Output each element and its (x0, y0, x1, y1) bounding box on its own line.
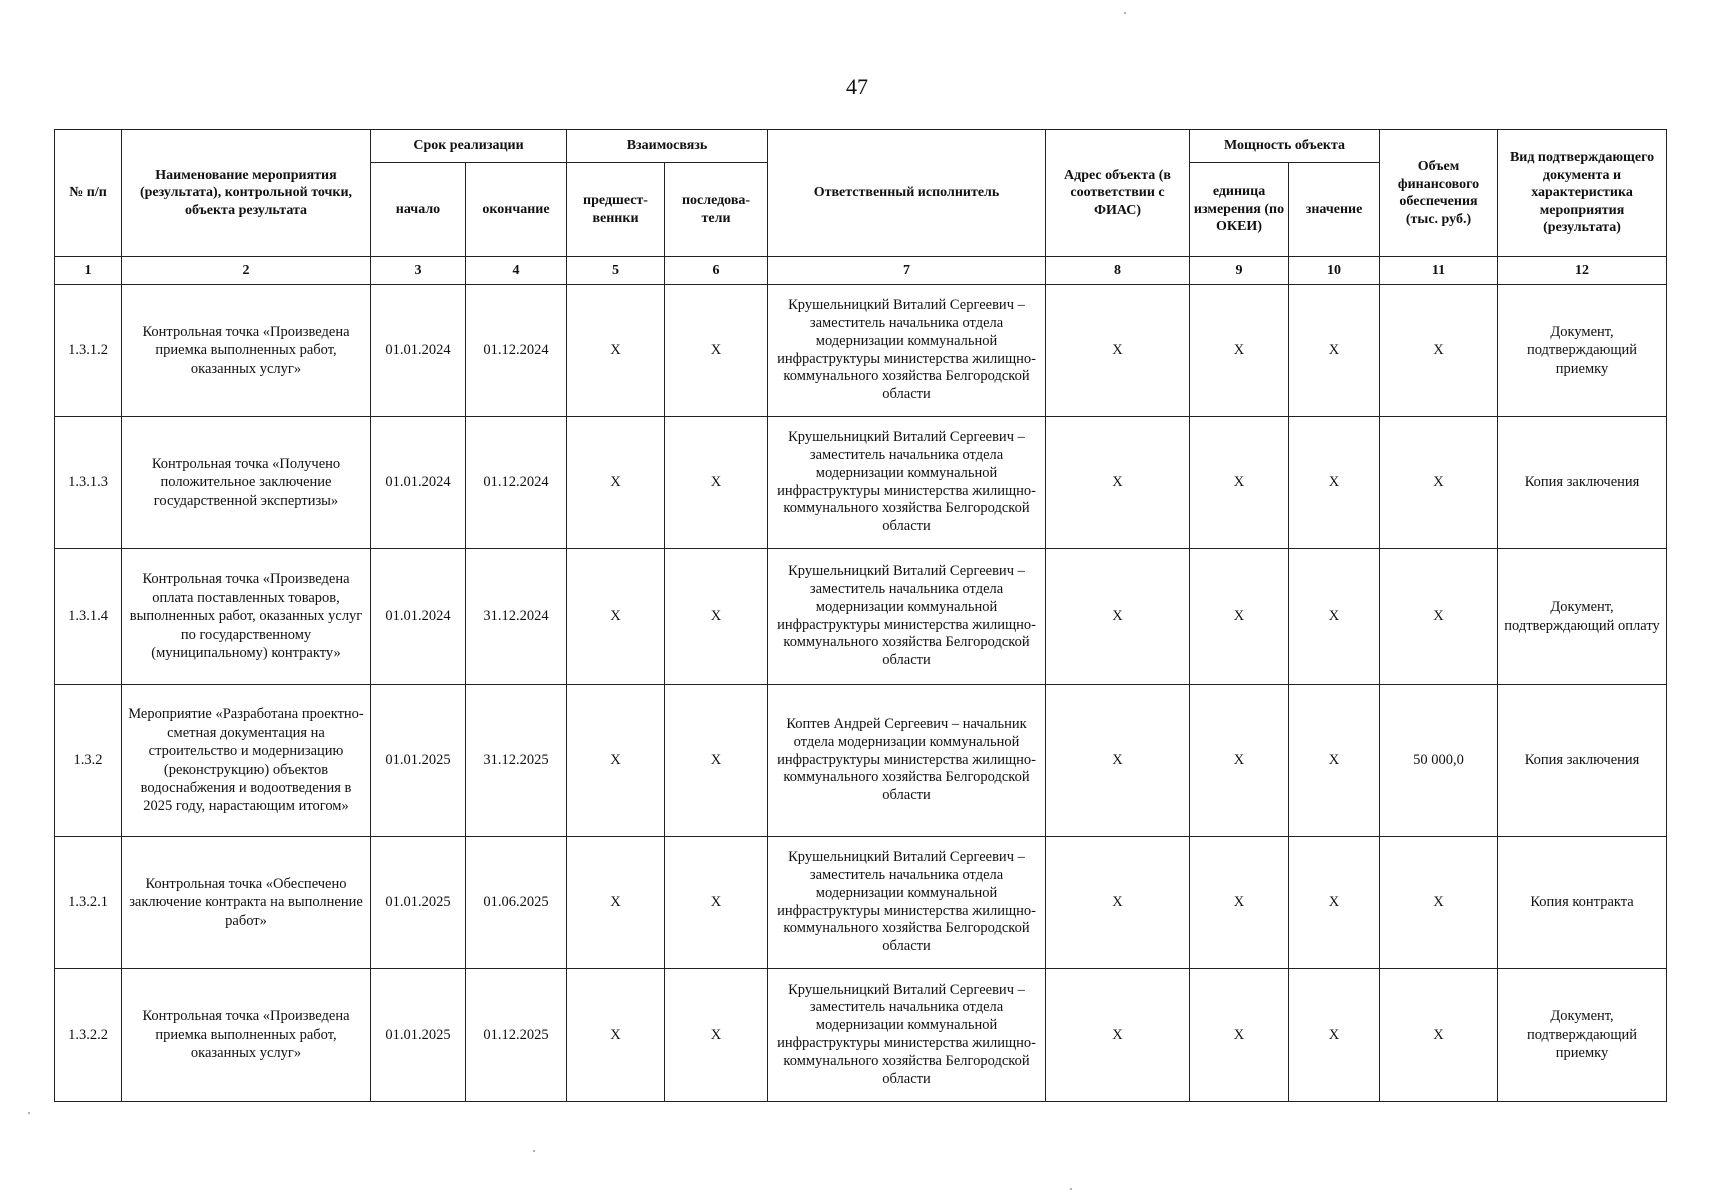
table-row (55, 417, 1667, 549)
row-address: X (1046, 969, 1190, 1102)
row-unit: X (1190, 837, 1289, 969)
table-body (55, 285, 1667, 1102)
row-doc: Документ, подтверждающий приемку (1498, 969, 1667, 1102)
row-next: X (665, 969, 768, 1102)
column-number: 4 (466, 257, 567, 285)
row-start: 01.01.2024 (371, 285, 466, 417)
column-number: 11 (1380, 257, 1498, 285)
row-num: 1.3.2.1 (55, 837, 122, 969)
row-end: 01.12.2024 (466, 285, 567, 417)
row-value: X (1289, 285, 1380, 417)
row-start: 01.01.2024 (371, 549, 466, 685)
row-name: Контрольная точка «Произведена оплата поставленных товаров, выполненных работ, оказанных услуг по государственному (муниципальному) контракту» (122, 549, 371, 685)
row-doc: Документ, подтверждающий оплату (1498, 549, 1667, 685)
header-link-next: последова-тели (665, 163, 768, 257)
row-executor: Крушельницкий Виталий Сергеевич – заместитель начальника отдела модернизации коммунальной инфраструктуры министерства жилищно-коммунального хозяйства Белгородской области (768, 417, 1046, 549)
table-row (55, 837, 1667, 969)
row-unit: X (1190, 285, 1289, 417)
row-unit: X (1190, 969, 1289, 1102)
row-funding: 50 000,0 (1380, 685, 1498, 837)
row-executor: Крушельницкий Виталий Сергеевич – заместитель начальника отдела модернизации коммунальной инфраструктуры министерства жилищно-коммунального хозяйства Белгородской области (768, 969, 1046, 1102)
column-number: 5 (567, 257, 665, 285)
row-address: X (1046, 417, 1190, 549)
header-term: Срок реализации (371, 130, 567, 163)
row-next: X (665, 285, 768, 417)
row-funding: X (1380, 285, 1498, 417)
column-number: 3 (371, 257, 466, 285)
column-number: 9 (1190, 257, 1289, 285)
row-address: X (1046, 549, 1190, 685)
row-start: 01.01.2024 (371, 417, 466, 549)
row-doc: Документ, подтверждающий приемку (1498, 285, 1667, 417)
row-executor: Крушельницкий Виталий Сергеевич – заместитель начальника отдела модернизации коммунальной инфраструктуры министерства жилищно-коммунального хозяйства Белгородской области (768, 837, 1046, 969)
row-num: 1.3.1.2 (55, 285, 122, 417)
page-number: 47 (846, 74, 868, 99)
row-num: 1.3.2.2 (55, 969, 122, 1102)
row-funding: X (1380, 417, 1498, 549)
row-prev: X (567, 685, 665, 837)
table-row (55, 285, 1667, 417)
table-row (55, 969, 1667, 1102)
row-end: 01.06.2025 (466, 837, 567, 969)
row-name: Мероприятие «Разработана проектно-сметная документация на строительство и модернизацию (реконструкцию) объектов водоснабжения и водоотведения в 2025 году, нарастающим итогом» (122, 685, 371, 837)
row-name: Контрольная точка «Произведена приемка выполненных работ, оказанных услуг» (122, 285, 371, 417)
row-prev: X (567, 837, 665, 969)
column-number: 1 (55, 257, 122, 285)
header-link: Взаимосвязь (567, 130, 768, 163)
table-row (55, 685, 1667, 837)
row-address: X (1046, 837, 1190, 969)
row-prev: X (567, 969, 665, 1102)
scan-speck (28, 1112, 30, 1114)
row-end: 01.12.2024 (466, 417, 567, 549)
row-executor: Коптев Андрей Сергеевич – начальник отдела модернизации коммунальной инфраструктуры министерства жилищно-коммунального хозяйства Белгородской области (768, 685, 1046, 837)
row-value: X (1289, 837, 1380, 969)
column-number: 6 (665, 257, 768, 285)
header-name: Наименование мероприятия (результата), контрольной точки, объекта результата (122, 130, 371, 257)
header-term-end: окончание (466, 163, 567, 257)
column-number: 8 (1046, 257, 1190, 285)
implementation-plan-table (54, 129, 1667, 1102)
header-term-start: начало (371, 163, 466, 257)
row-funding: X (1380, 969, 1498, 1102)
header-link-prev: предшест-веннки (567, 163, 665, 257)
row-next: X (665, 837, 768, 969)
row-unit: X (1190, 549, 1289, 685)
row-num: 1.3.1.3 (55, 417, 122, 549)
row-doc: Копия заключения (1498, 417, 1667, 549)
header-num: № п/п (55, 130, 122, 257)
row-address: X (1046, 685, 1190, 837)
row-end: 31.12.2025 (466, 685, 567, 837)
header-unit: единица измерения (по ОКЕИ) (1190, 163, 1289, 257)
row-doc: Копия контракта (1498, 837, 1667, 969)
column-number: 2 (122, 257, 371, 285)
scan-speck (1070, 1188, 1072, 1190)
row-name: Контрольная точка «Произведена приемка выполненных работ, оказанных услуг» (122, 969, 371, 1102)
row-value: X (1289, 685, 1380, 837)
row-start: 01.01.2025 (371, 969, 466, 1102)
column-number: 10 (1289, 257, 1380, 285)
row-start: 01.01.2025 (371, 837, 466, 969)
row-end: 31.12.2024 (466, 549, 567, 685)
row-funding: X (1380, 837, 1498, 969)
header-address: Адрес объекта (в соответствии с ФИАС) (1046, 130, 1190, 257)
row-num: 1.3.1.4 (55, 549, 122, 685)
row-next: X (665, 417, 768, 549)
table-row (55, 549, 1667, 685)
header-doc: Вид подтверждающего документа и характеристика мероприятия (результата) (1498, 130, 1667, 257)
table-header (55, 130, 1667, 285)
column-number: 12 (1498, 257, 1667, 285)
row-prev: X (567, 549, 665, 685)
row-executor: Крушельницкий Виталий Сергеевич – заместитель начальника отдела модернизации коммунальной инфраструктуры министерства жилищно-коммунального хозяйства Белгородской области (768, 285, 1046, 417)
row-value: X (1289, 417, 1380, 549)
scan-speck (533, 1150, 535, 1152)
column-number: 7 (768, 257, 1046, 285)
row-funding: X (1380, 549, 1498, 685)
row-next: X (665, 685, 768, 837)
row-prev: X (567, 285, 665, 417)
row-value: X (1289, 549, 1380, 685)
scan-speck (1124, 12, 1126, 14)
header-funding: Объем финансового обеспечения (тыс. руб.) (1380, 130, 1498, 257)
header-executor: Ответственный исполнитель (768, 130, 1046, 257)
row-name: Контрольная точка «Обеспечено заключение контракта на выполнение работ» (122, 837, 371, 969)
row-executor: Крушельницкий Виталий Сергеевич – заместитель начальника отдела модернизации коммунальной инфраструктуры министерства жилищно-коммунального хозяйства Белгородской области (768, 549, 1046, 685)
row-prev: X (567, 417, 665, 549)
row-address: X (1046, 285, 1190, 417)
row-unit: X (1190, 685, 1289, 837)
row-start: 01.01.2025 (371, 685, 466, 837)
row-doc: Копия заключения (1498, 685, 1667, 837)
row-value: X (1289, 969, 1380, 1102)
header-capacity: Мощность объекта (1190, 130, 1380, 163)
row-next: X (665, 549, 768, 685)
header-value: значение (1289, 163, 1380, 257)
row-name: Контрольная точка «Получено положительное заключение государственной экспертизы» (122, 417, 371, 549)
row-num: 1.3.2 (55, 685, 122, 837)
row-end: 01.12.2025 (466, 969, 567, 1102)
row-unit: X (1190, 417, 1289, 549)
column-numbers-row (55, 257, 1667, 285)
